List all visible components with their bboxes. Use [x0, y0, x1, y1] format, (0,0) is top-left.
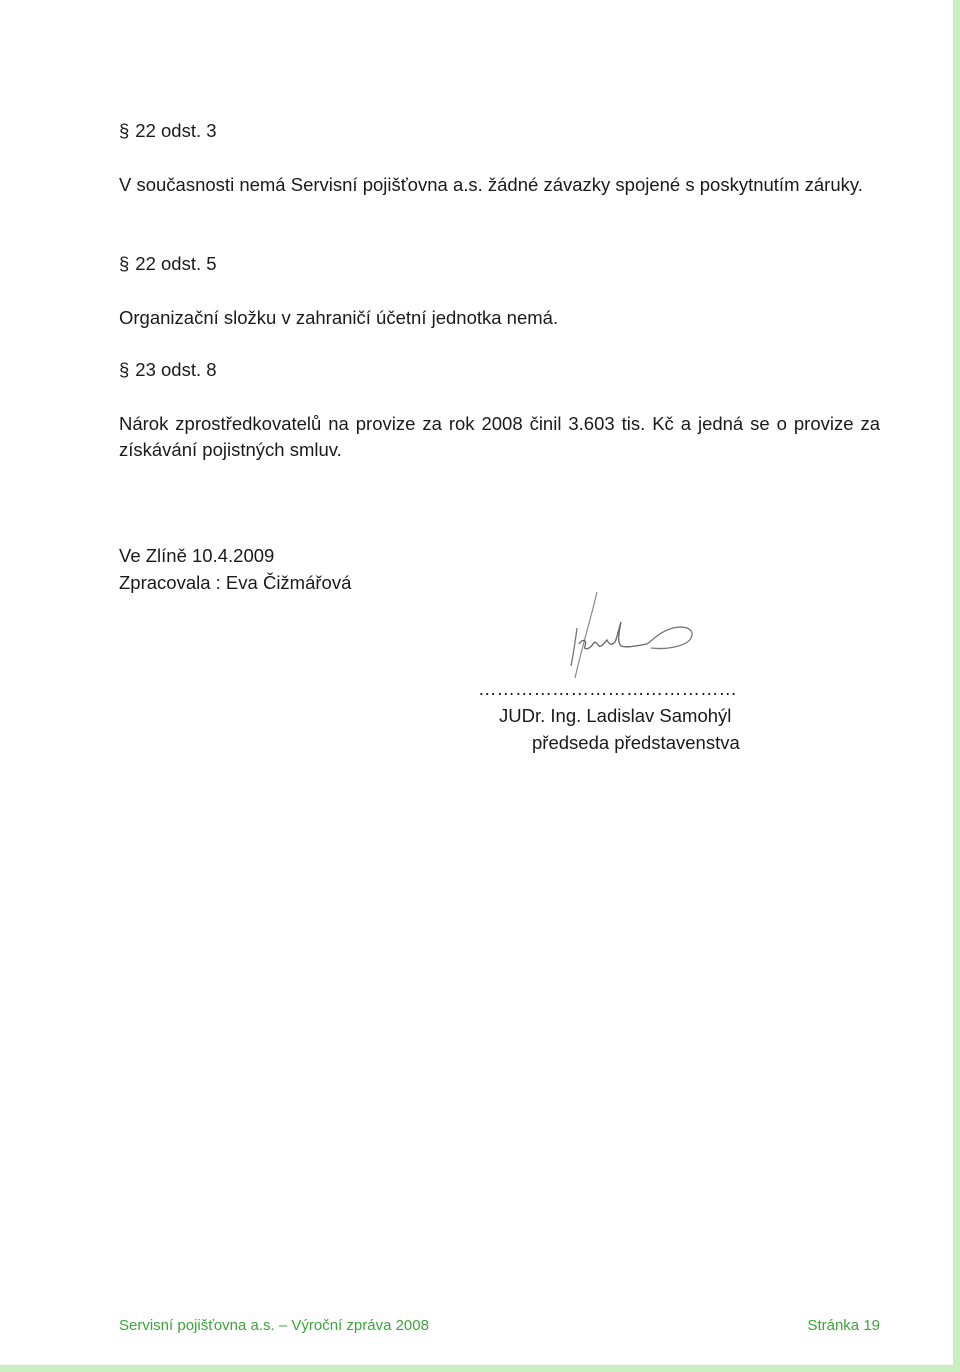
section-paragraph-22-5: Organizační složku v zahraničí účetní jednotka nemá. — [119, 307, 559, 328]
page-border-bottom — [0, 1365, 960, 1372]
section-ref: 22 odst. 3 — [135, 120, 217, 141]
section-ref: 22 odst. 5 — [135, 253, 217, 274]
footer-title: Servisní pojišťovna a.s. – Výroční zpráva 2008 — [119, 1317, 429, 1334]
handwritten-signature — [555, 588, 715, 684]
section-heading-23-8 — [119, 359, 217, 381]
prepared-by: Zpracovala : Eva Čižmářová — [119, 572, 352, 593]
signature-line: …………………………………… — [478, 678, 737, 699]
page-border-right — [953, 0, 960, 1372]
section-heading-22-3 — [119, 120, 217, 142]
section-paragraph-22-3: V současnosti nemá Servisní pojišťovna a.s. žádné závazky spojené s poskytnutím záruky. — [119, 174, 863, 195]
signatory-role: předseda představenstva — [532, 732, 740, 753]
section-heading-22-5 — [119, 253, 217, 275]
section-mark: § — [119, 359, 130, 380]
section-mark: § — [119, 253, 130, 274]
section-ref: 23 odst. 8 — [135, 359, 217, 380]
section-paragraph-23-8: Nárok zprostředkovatelů na provize za rok 2008 činil 3.603 tis. Kč a jedná se o provize za získávání pojistných smluv. — [119, 413, 880, 460]
footer-page-number: Stránka 19 — [807, 1317, 880, 1334]
section-mark: § — [119, 120, 130, 141]
place-date: Ve Zlíně 10.4.2009 — [119, 545, 275, 566]
signatory-name: JUDr. Ing. Ladislav Samohýl — [499, 705, 732, 726]
